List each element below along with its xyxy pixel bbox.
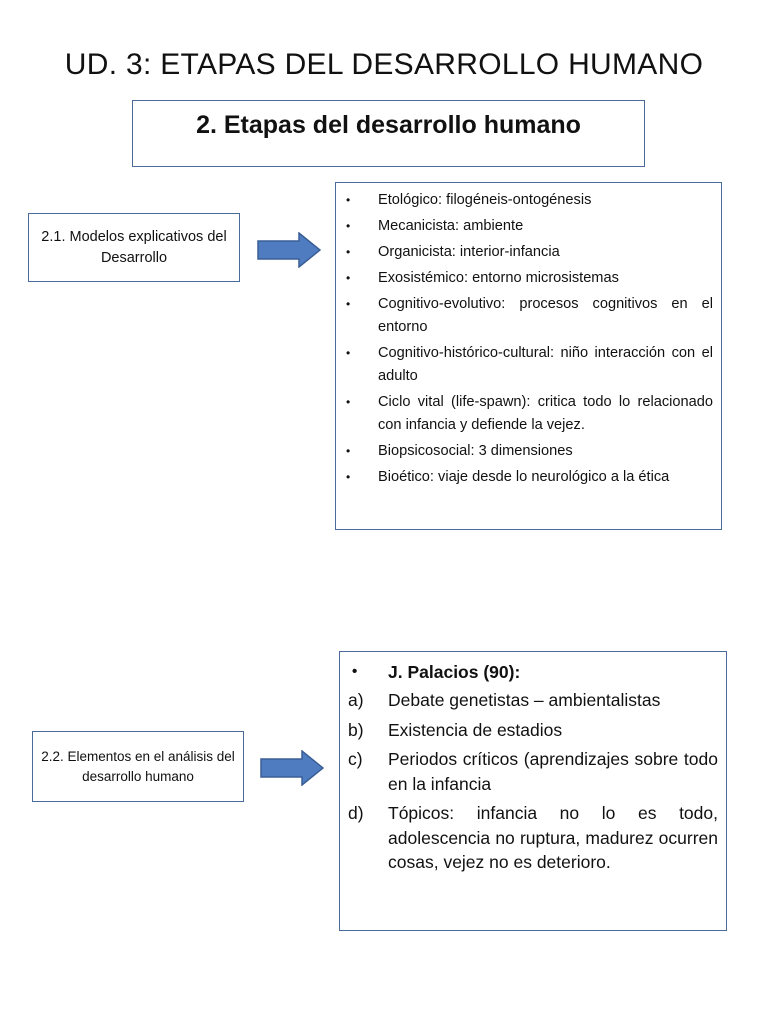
list-item: d) Tópicos: infancia no lo es todo, adolescencia no ruptura, madurez ocurren cosas, vejez no es deterioro. [348, 803, 718, 872]
page-title: UD. 3: ETAPAS DEL DESARROLLO HUMANO [64, 48, 704, 81]
list-item: • Biopsicosocial: 3 dimensiones [346, 443, 573, 459]
section-label-elements [32, 731, 244, 802]
list-item: • Ciclo vital (life-spawn): critica todo lo relacionado con infancia y defiende la vejez. [346, 394, 713, 433]
list-item: • Etológico: filogéneis-ontogénesis [346, 192, 592, 208]
section-label-models [28, 213, 240, 282]
section-label-text: 2.2. Elementos en el análisis del desarrollo humano [41, 748, 235, 784]
subtitle: 2. Etapas del desarrollo humano [196, 111, 581, 139]
list-item: a) Debate genetistas – ambientalistas [348, 690, 661, 710]
list-item: • Bioético: viaje desde lo neurológico a la ética [346, 469, 670, 485]
models-list-box [335, 182, 722, 530]
elements-list-box [339, 651, 727, 931]
subtitle-box [132, 100, 645, 167]
right-arrow-icon [257, 232, 321, 268]
list-item: • Cognitivo-evolutivo: procesos cognitivos en el entorno [346, 296, 713, 335]
list-item: • Cognitivo-histórico-cultural: niño interacción con el adulto [346, 345, 713, 384]
list-item: • Exosistémico: entorno microsistemas [346, 270, 619, 286]
list-heading: • J. Palacios (90): [352, 662, 521, 682]
right-arrow-icon [260, 750, 324, 786]
list-item: c) Periodos críticos (aprendizajes sobre todo en la infancia [348, 749, 718, 794]
list-item: • Mecanicista: ambiente [346, 218, 524, 234]
list-item: • Organicista: interior-infancia [346, 244, 560, 260]
elements-list [346, 688, 718, 875]
models-list [342, 189, 713, 489]
list-item: b) Existencia de estadios [348, 719, 563, 740]
section-label-text: 2.1. Modelos explicativos del Desarrollo [41, 228, 227, 266]
